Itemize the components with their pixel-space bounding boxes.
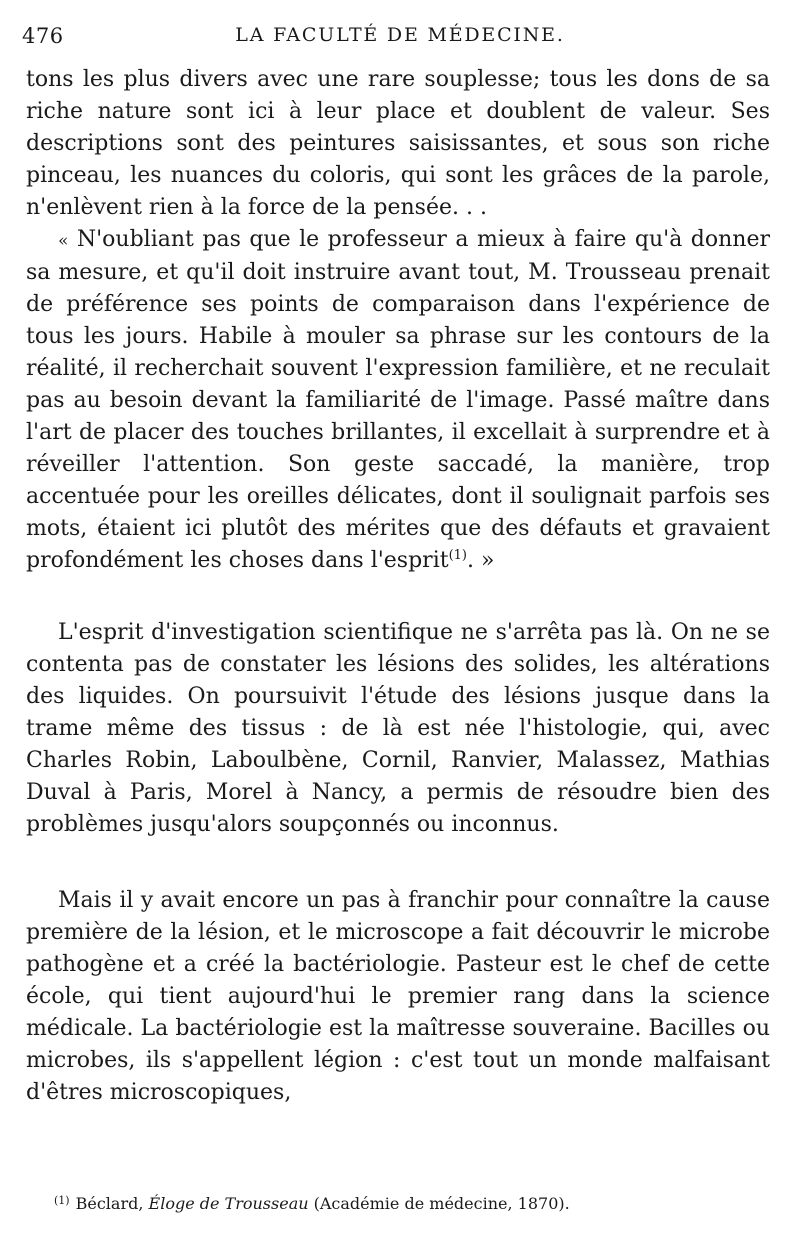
paragraph-3: L'esprit d'investigation scientifique ne s'arrêta pas là. On ne se contenta pas de constater les lésions des solides, les altérations des liquides. On poursuivit l'étude des lésions jusque dans la trame même des tissus : de là est née l'histologie, qui, avec Charles Robin, Laboulbène, Cornil, Ranvier, Malassez, Mathias Duval à Paris, Morel à Nancy, a permis de résoudre bien des problèmes jusqu'alors soupçonnés ou inconnus. xyxy=(26,620,770,837)
footnote-reference[interactable]: (1) xyxy=(448,548,467,563)
footnote-title: Éloge de Trousseau xyxy=(148,1194,309,1213)
page-number: 476 xyxy=(22,24,64,48)
paragraph-2-close: . » xyxy=(467,548,495,573)
footnote xyxy=(54,1190,770,1215)
open-quote: « xyxy=(58,231,69,251)
paragraph-2-text: N'oubliant pas que le professeur a mieux à faire qu'à donner sa mesure, et qu'il doit instruire avant tout, M. Trousseau prenait de préférence ses points de comparaison dans l'expérience de tous les jours. Habile à mouler sa phrase sur les contours de la réalité, il recherchait souvent l'expression familière, et ne reculait pas au besoin devant la familiarité de l'image. Passé maître dans l'art de placer des touches brillantes, il excellait à surprendre et à réveiller l'attention. Son geste saccadé, la manière, trop accentuée pour les oreilles délicates, dont il soulignait parfois ses mots, étaient ici plutôt des mérites que des défauts et gravaient profondément les choses dans l'esprit xyxy=(26,227,770,573)
running-title: LA FACULTÉ DE MÉDECINE. xyxy=(235,24,565,46)
paragraph-4: Mais il y avait encore un pas à franchir pour connaître la cause première de la lésion, et le microscope a fait découvrir le microbe pathogène et a créé la bactériologie. Pasteur est le chef de cette école, qui tient aujourd'hui le premier rang dans la science médicale. La bactériologie est la maîtresse souveraine. Bacilles ou microbes, ils s'appellent légion : c'est tout un monde malfaisant d'êtres microscopiques, xyxy=(26,888,770,1105)
footnote-author: Béclard, xyxy=(75,1194,144,1213)
footnote-mark: (1) xyxy=(54,1194,70,1207)
footnote-source: (Académie de médecine, 1870). xyxy=(313,1194,570,1213)
main-text xyxy=(26,64,770,1109)
paragraph-2 xyxy=(26,224,770,577)
paragraph-1: tons les plus divers avec une rare souplesse; tous les dons de sa riche nature sont ici à leur place et doublent de valeur. Ses descriptions sont des peintures saisissantes, et sous son riche pinceau, les nuances du coloris, qui sont les grâces de la parole, n'enlèvent rien à la force de la pensée. . . xyxy=(26,67,770,220)
